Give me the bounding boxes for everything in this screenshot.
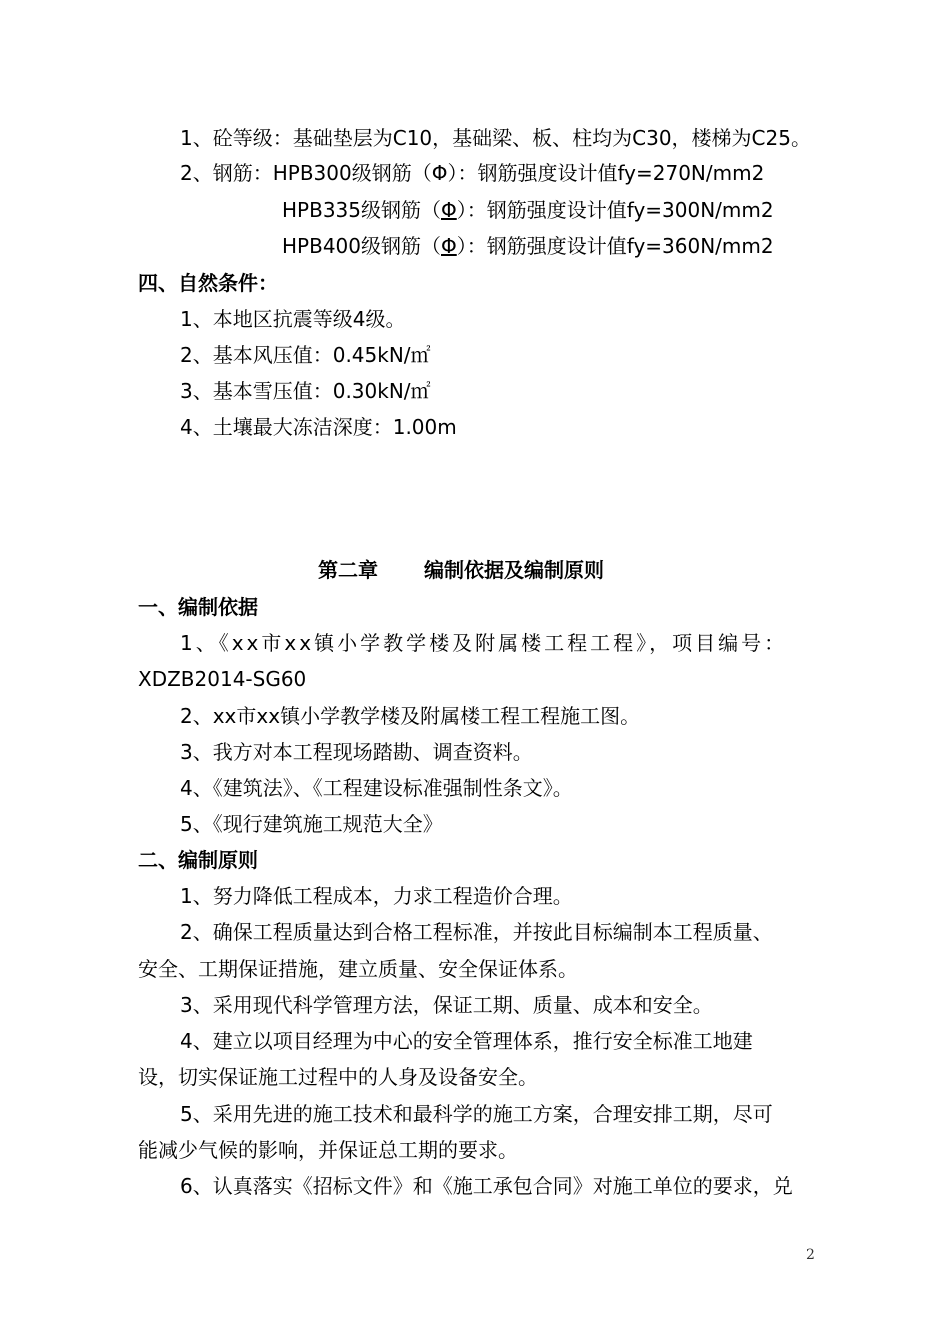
basis-item-4: 4、《建筑法》、《工程建设标准强制性条文》。 <box>180 776 573 800</box>
rebar-hpb400-a: HPB400级钢筋（ <box>282 234 441 258</box>
natural-item-4: 4、土壤最大冻洁深度：1.00m <box>180 415 457 439</box>
principle-2-line-2: 安全、工期保证措施，建立质量、安全保证体系。 <box>138 957 578 981</box>
principle-6-line-1: 6、认真落实《招标文件》和《施工承包合同》对施工单位的要求，兑 <box>180 1174 793 1198</box>
principles-heading: 二、编制原则 <box>138 848 258 872</box>
basis-item-1-line-2: XDZB2014-SG60 <box>138 667 307 691</box>
rebar-hpb400-b: ）：钢筋强度设计值fy=360N/mm2 <box>456 234 774 258</box>
rebar-hpb335-b: ）：钢筋强度设计值fy=300N/mm2 <box>456 198 774 222</box>
rebar-hpb335-symbol: Φ <box>441 198 457 222</box>
natural-item-1: 1、本地区抗震等级4级。 <box>180 307 406 331</box>
basis-item-5: 5、《现行建筑施工规范大全》 <box>180 812 443 836</box>
basis-item-2: 2、xx市xx镇小学教学楼及附属楼工程工程施工图。 <box>180 704 641 728</box>
natural-conditions-heading: 四、自然条件： <box>138 271 278 295</box>
natural-item-2: 2、基本风压值：0.45kN/㎡ <box>180 343 431 367</box>
chapter-heading <box>318 556 604 584</box>
rebar-line-3 <box>282 232 774 260</box>
chapter-number: 第二章 <box>318 558 378 582</box>
principle-4-line-1: 4、建立以项目经理为中心的安全管理体系，推行安全标准工地建 <box>180 1029 753 1053</box>
principle-2-line-1: 2、确保工程质量达到合格工程标准，并按此目标编制本工程质量、 <box>180 920 773 944</box>
rebar-line-1 <box>180 159 764 187</box>
principle-4-line-2: 设，切实保证施工过程中的人身及设备安全。 <box>138 1065 538 1089</box>
rebar-prefix: 2、钢筋： <box>180 161 273 185</box>
page-number: 2 <box>806 1247 815 1263</box>
chapter-title: 编制依据及编制原则 <box>424 558 604 582</box>
principle-5-line-2: 能减少气候的影响，并保证总工期的要求。 <box>138 1138 518 1162</box>
principle-1: 1、努力降低工程成本，力求工程造价合理。 <box>180 884 573 908</box>
rebar-hpb335-a: HPB335级钢筋（ <box>282 198 441 222</box>
basis-item-3: 3、我方对本工程现场踏勘、调查资料。 <box>180 740 533 764</box>
principle-3: 3、采用现代科学管理方法，保证工期、质量、成本和安全。 <box>180 993 713 1017</box>
rebar-line-2 <box>282 196 774 224</box>
principle-5-line-1: 5、采用先进的施工技术和最科学的施工方案，合理安排工期，尽可 <box>180 1102 773 1126</box>
rebar-hpb300: HPB300级钢筋（Φ）：钢筋强度设计值fy=270N/mm2 <box>272 161 765 185</box>
basis-item-1-line-1: 1、《xx市xx镇小学教学楼及附属楼工程工程》，项目编号： <box>180 631 788 655</box>
basis-heading: 一、编制依据 <box>138 595 258 619</box>
natural-item-3: 3、基本雪压值：0.30kN/㎡ <box>180 379 431 403</box>
concrete-grade-line: 1、砼等级：基础垫层为C10，基础梁、板、柱均为C30，楼梯为C25。 <box>180 126 811 150</box>
rebar-hpb400-symbol: Φ <box>441 234 457 258</box>
